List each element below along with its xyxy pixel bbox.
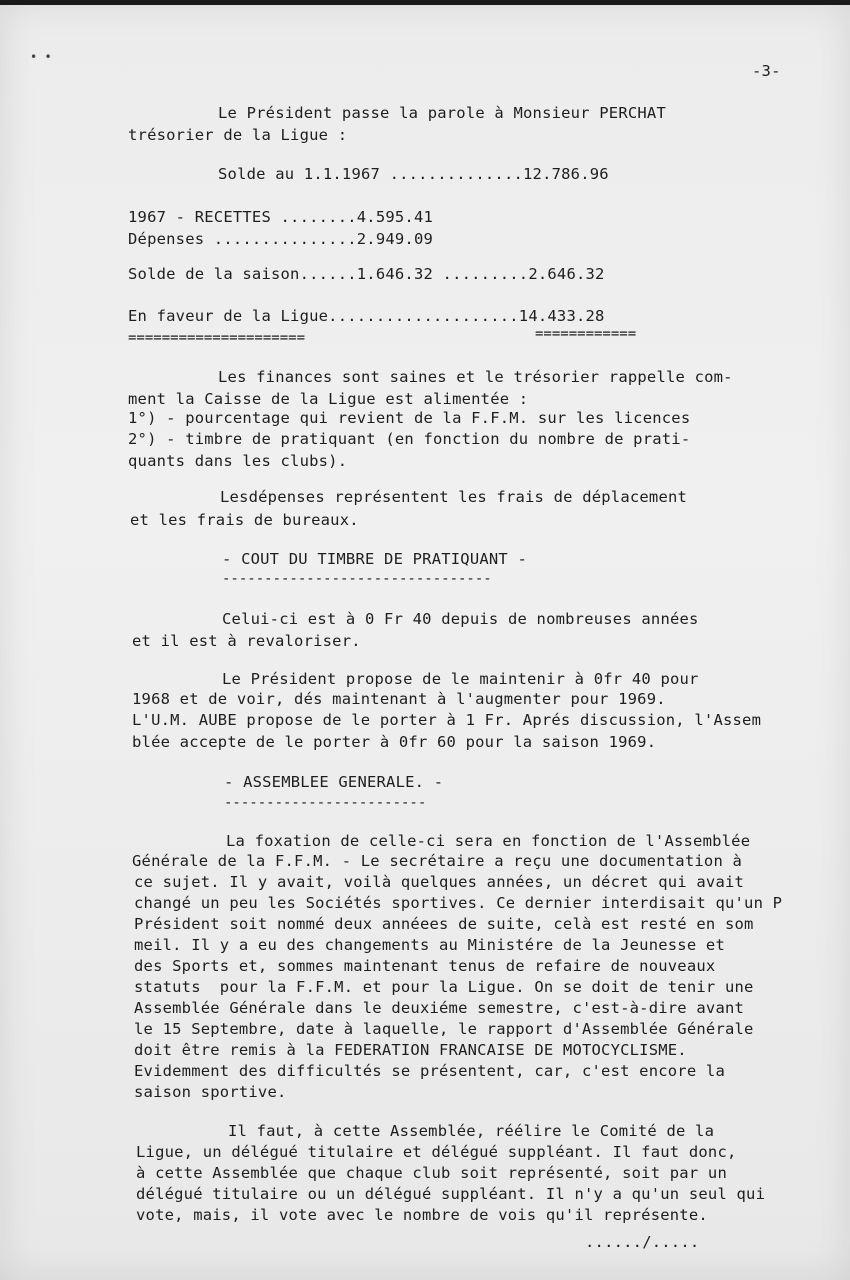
president-line-4: blée accepte de le porter à 0fr 60 pour la saison 1969.: [132, 733, 657, 751]
foxation-line-2: Générale de la F.F.M. - Le secrétaire a reçu une documentation à: [132, 852, 743, 870]
foxation-line-7: des Sports et, sommes maintenant tenus de refaire de nouveaux: [134, 957, 716, 975]
reelire-line-2: Ligue, un délégué titulaire et délégué suppléant. Il faut donc,: [136, 1143, 737, 1161]
heading-timbre: - COUT DU TIMBRE DE PRATIQUANT -: [222, 550, 528, 568]
depenses-line-2: et les frais de bureaux.: [130, 511, 359, 529]
en-faveur: En faveur de la Ligue....................14.433.28: [128, 307, 605, 325]
heading-ag-rule: ------------------------: [224, 795, 427, 811]
foxation-line-10: le 15 Septembre, date à laquelle, le rapport d'Assemblée Générale: [134, 1020, 754, 1038]
president-line-1: Le Président propose de le maintenir à 0fr 40 pour: [222, 670, 699, 688]
continuation-mark: ....../.....: [585, 1233, 700, 1251]
celui-line-1: Celui-ci est à 0 Fr 40 depuis de nombreuses années: [222, 610, 699, 628]
foxation-line-13: saison sportive.: [134, 1083, 287, 1101]
foxation-line-5: Président soit nommé deux annéees de suite, celà est resté en som: [134, 915, 754, 933]
foxation-line-6: meil. Il y a eu des changements au Ministére de la Jeunesse et: [134, 936, 725, 954]
foxation-line-11: doit être remis à la FEDERATION FRANCAISE DE MOTOCYCLISME.: [134, 1041, 687, 1059]
finances-line-1: Les finances sont saines et le trésorier rappelle com-: [218, 368, 733, 386]
reelire-line-5: vote, mais, il vote avec le nombre de vois qu'il représente.: [136, 1206, 708, 1224]
underline-left: =====================: [128, 330, 306, 346]
finances-line-5: quants dans les clubs).: [128, 452, 348, 470]
finances-line-4: 2°) - timbre de pratiquant (en fonction du nombre de prati-: [128, 430, 691, 448]
finances-line-3: 1°) - pourcentage qui revient de la F.F.M. sur les licences: [128, 409, 691, 427]
foxation-line-1: La foxation de celle-ci sera en fonction de l'Assemblée: [226, 832, 751, 850]
reelire-line-4: délégué titulaire ou un délégué suppléant. Il n'y a qu'un seul qui: [136, 1185, 766, 1203]
depenses-line-1: Lesdépenses représentent les frais de déplacement: [220, 488, 688, 506]
solde-initial: Solde au 1.1.1967 ..............12.786.96: [218, 165, 609, 183]
president-line-2: 1968 et de voir, dés maintenant à l'augmenter pour 1969.: [132, 690, 666, 708]
president-line-3: L'U.M. AUBE propose de le porter à 1 Fr. Aprés discussion, l'Assem: [132, 711, 762, 729]
foxation-line-12: Evidemment des difficultés se présentent, car, c'est encore la: [134, 1062, 725, 1080]
finances-line-2: ment la Caisse de la Ligue est alimentée :: [128, 390, 529, 408]
punch-marks: • •: [30, 50, 52, 64]
recettes: 1967 - RECETTES ........4.595.41: [128, 208, 434, 226]
reelire-line-3: à cette Assemblée que chaque club soit représenté, soit par un: [136, 1164, 727, 1182]
underline-right: ============: [535, 326, 637, 342]
foxation-line-8: statuts pour la F.F.M. et pour la Ligue. On se doit de tenir une: [134, 978, 754, 996]
heading-timbre-rule: --------------------------------: [222, 571, 492, 587]
solde-saison: Solde de la saison......1.646.32 .........2.646.32: [128, 265, 605, 283]
celui-line-2: et il est à revaloriser.: [132, 632, 361, 650]
heading-ag: - ASSEMBLEE GENERALE. -: [224, 773, 444, 791]
foxation-line-4: changé un peu les Sociétés sportives. Ce dernier interdisait qu'un P: [134, 894, 783, 912]
page-number: -3-: [752, 62, 781, 80]
reelire-line-1: Il faut, à cette Assemblée, réélire le Comité de la: [228, 1122, 715, 1140]
intro-line-1: Le Président passe la parole à Monsieur PERCHAT: [218, 104, 666, 122]
foxation-line-9: Assemblée Générale dans le deuxiéme semestre, c'est-à-dire avant: [134, 999, 745, 1017]
depenses: Dépenses ...............2.949.09: [128, 230, 434, 248]
foxation-line-3: ce sujet. Il y avait, voilà quelques années, un décret qui avait: [134, 873, 745, 891]
page-top-edge: [0, 0, 850, 5]
intro-line-2: trésorier de la Ligue :: [128, 126, 348, 144]
